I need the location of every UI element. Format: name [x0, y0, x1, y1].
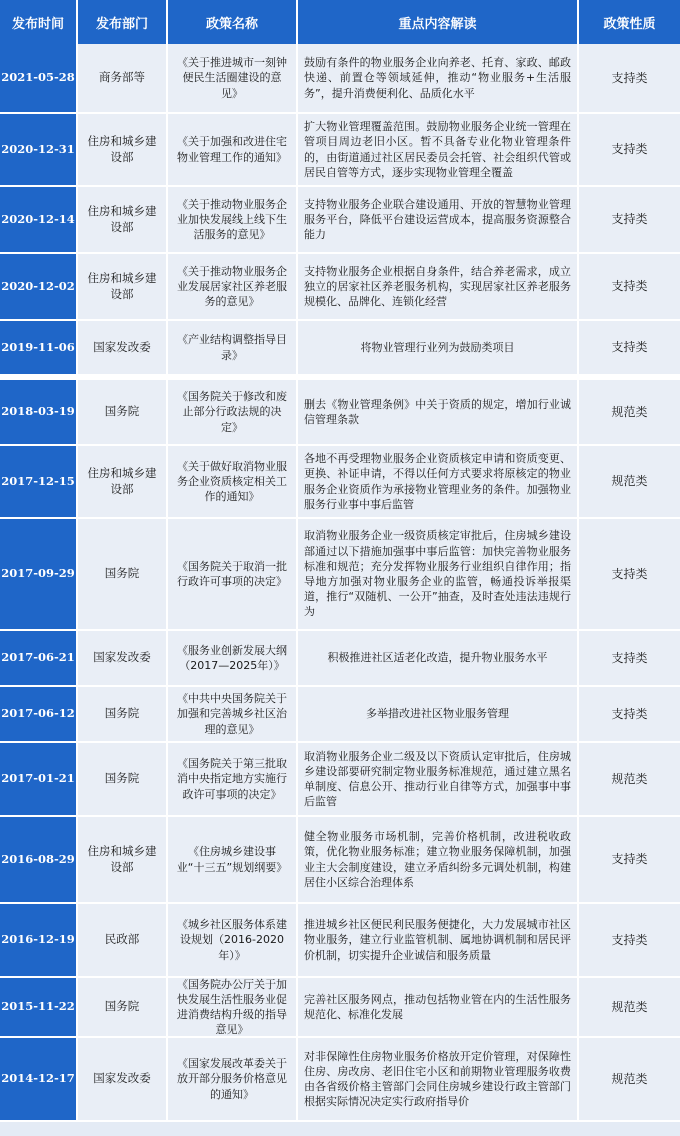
row-dept: 民政部 — [78, 904, 168, 976]
row-content: 健全物业服务市场机制，完善价格机制，改进税收政策，优化物业服务标准；建立物业服务保障机制，加强业主大会制度建设，建立矛盾纠纷多元调处机制，构建居住小区综合治理体系 — [298, 817, 579, 902]
header-name: 政策名称 — [168, 0, 298, 44]
table-row — [0, 321, 680, 376]
row-content: 将物业管理行业列为鼓励类项目 — [298, 321, 579, 374]
row-dept: 住房和城乡建设部 — [78, 187, 168, 252]
table-row — [0, 44, 680, 114]
row-policy-name: 《中共中央国务院关于加强和完善城乡社区治理的意见》 — [168, 687, 298, 741]
row-date: 2018-03-19 — [0, 380, 78, 444]
row-content: 鼓励有条件的物业服务企业向养老、托育、家政、邮政快递、前置仓等领域延伸，推动“物业服务+生活服务”，提升消费便利化、品质化水平 — [298, 44, 579, 112]
row-date: 2017-01-21 — [0, 743, 78, 815]
row-policy-name: 《国务院办公厅关于加快发展生活性服务业促进消费结构升级的指导意见》 — [168, 978, 298, 1036]
row-nature: 支持类 — [611, 706, 648, 721]
table-row — [0, 519, 680, 631]
row-policy-name: 《国务院关于取消一批行政许可事项的决定》 — [168, 519, 298, 629]
row-dept: 国务院 — [78, 743, 168, 815]
row-nature: 支持类 — [611, 212, 648, 227]
row-policy-name: 《关于推动物业服务企业发展居家社区养老服务的意见》 — [168, 254, 298, 319]
row-nature: 支持类 — [611, 142, 648, 157]
row-policy-name: 《国务院关于第三批取消中央指定地方实施行政许可事项的决定》 — [168, 743, 298, 815]
row-policy-name: 《服务业创新发展大纲（2017—2025年）》 — [168, 631, 298, 685]
row-content: 取消物业服务企业二级及以下资质认定审批后，住房城乡建设部要研究制定物业服务标准规范，通过建立黑名单制度、信息公开、推动行业自律等方式，加强事中事后监管 — [298, 743, 579, 815]
row-dept: 国家发改委 — [78, 631, 168, 685]
row-policy-name: 《城乡社区服务体系建设规划（2016-2020年）》 — [168, 904, 298, 976]
header-date: 发布时间 — [0, 0, 78, 44]
row-date: 2019-11-06 — [0, 321, 78, 374]
row-nature: 支持类 — [611, 279, 648, 294]
row-dept: 商务部等 — [78, 44, 168, 112]
row-nature: 规范类 — [611, 1071, 648, 1086]
table-header — [0, 0, 680, 44]
row-date: 2017-09-29 — [0, 519, 78, 629]
row-policy-name: 《住房城乡建设事业“十三五”规划纲要》 — [168, 817, 298, 902]
row-policy-name: 《关于推进城市一刻钟便民生活圈建设的意见》 — [168, 44, 298, 112]
row-content: 支持物业服务企业根据自身条件，结合养老需求，成立独立的居家社区养老服务机构，实现居家社区养老服务规模化、品牌化、连锁化经营 — [298, 254, 579, 319]
table-row — [0, 687, 680, 743]
table-row — [0, 631, 680, 687]
row-nature: 规范类 — [611, 474, 648, 489]
row-policy-name: 《关于推动物业服务企业加快发展线上线下生活服务的意见》 — [168, 187, 298, 252]
row-nature: 规范类 — [611, 999, 648, 1014]
row-content: 支持物业服务企业联合建设通用、开放的智慧物业管理服务平台，降低平台建设运营成本，提高服务资源整合能力 — [298, 187, 579, 252]
row-date: 2017-06-12 — [0, 687, 78, 741]
header-dept: 发布部门 — [78, 0, 168, 44]
row-content: 删去《物业管理条例》中关于资质的规定，增加行业诚信管理条款 — [298, 380, 579, 444]
table-row — [0, 187, 680, 254]
table-row — [0, 380, 680, 446]
row-nature: 支持类 — [611, 852, 648, 867]
row-date: 2017-06-21 — [0, 631, 78, 685]
row-nature: 支持类 — [611, 566, 648, 581]
row-date: 2017-12-15 — [0, 446, 78, 517]
row-content: 各地不再受理物业服务企业资质核定申请和资质变更、更换、补证申请，不得以任何方式要求将原核定的物业服务企业资质作为承接物业管理业务的条件。加强物业服务行业事中事后监管 — [298, 446, 579, 517]
table-row — [0, 904, 680, 978]
row-dept: 住房和城乡建设部 — [78, 446, 168, 517]
row-dept: 国务院 — [78, 978, 168, 1036]
row-date: 2016-08-29 — [0, 817, 78, 902]
header-nature: 政策性质 — [603, 16, 656, 32]
row-date: 2020-12-02 — [0, 254, 78, 319]
table-row — [0, 254, 680, 321]
row-nature: 规范类 — [611, 771, 648, 786]
row-date: 2016-12-19 — [0, 904, 78, 976]
row-dept: 国家发改委 — [78, 321, 168, 374]
row-dept: 住房和城乡建设部 — [78, 114, 168, 185]
table-row — [0, 114, 680, 187]
row-content: 取消物业服务企业一级资质核定审批后，住房城乡建设部通过以下措施加强事中事后监管：加快完善物业服务标准和规范；充分发挥物业服务行业组织自律作用；指导地方加强对物业服务企业的监管，畅通投诉举报渠道，推行“双随机、一公开”抽查，及时查处违法违规行为 — [298, 519, 579, 629]
row-policy-name: 《国务院关于修改和废止部分行政法规的决定》 — [168, 380, 298, 444]
row-content: 对非保障性住房物业服务价格放开定价管理，对保障性住房、房改房、老旧住宅小区和前期物业管理服务收费由各省级价格主管部门会同住房城乡建设行政主管部门根据实际情况决定实行政府指导价 — [298, 1038, 579, 1120]
row-dept: 住房和城乡建设部 — [78, 254, 168, 319]
row-date: 2020-12-31 — [0, 114, 78, 185]
row-content: 多举措改进社区物业服务管理 — [298, 687, 579, 741]
row-policy-name: 《产业结构调整指导目录》 — [168, 321, 298, 374]
row-nature: 支持类 — [611, 650, 648, 665]
table-row — [0, 446, 680, 519]
row-policy-name: 《国家发展改革委关于放开部分服务价格意见的通知》 — [168, 1038, 298, 1120]
row-dept: 国务院 — [78, 380, 168, 444]
table-row — [0, 1038, 680, 1122]
row-content: 完善社区服务网点，推动包括物业管在内的生活性服务规范化、标准化发展 — [298, 978, 579, 1036]
table-row — [0, 743, 680, 817]
row-content: 推进城乡社区便民利民服务便捷化，大力发展城市社区物业服务，建立行业监管机制、属地协调机制和居民评价机制，切实提升企业诚信和服务质量 — [298, 904, 579, 976]
header-content: 重点内容解读 — [298, 0, 579, 44]
row-dept: 住房和城乡建设部 — [78, 817, 168, 902]
row-date: 2020-12-14 — [0, 187, 78, 252]
table-row — [0, 817, 680, 904]
row-nature: 支持类 — [611, 932, 648, 947]
row-dept: 国务院 — [78, 687, 168, 741]
table-row — [0, 978, 680, 1038]
row-date: 2014-12-17 — [0, 1038, 78, 1120]
row-dept: 国务院 — [78, 519, 168, 629]
row-nature: 支持类 — [611, 340, 648, 355]
row-date: 2015-11-22 — [0, 978, 78, 1036]
row-date: 2021-05-28 — [0, 44, 78, 112]
row-content: 扩大物业管理覆盖范围。鼓励物业服务企业统一管理在管项目周边老旧小区。暂不具备专业化物业管理条件的，由街道通过社区居民委员会托管、社会组织代管或居民自管等方式，逐步实现物业管理全覆盖 — [298, 114, 579, 185]
row-nature: 规范类 — [611, 404, 648, 419]
row-policy-name: 《关于加强和改进住宅物业管理工作的通知》 — [168, 114, 298, 185]
row-nature: 支持类 — [611, 70, 648, 85]
row-dept: 国家发改委 — [78, 1038, 168, 1120]
row-content: 积极推进社区适老化改造，提升物业服务水平 — [298, 631, 579, 685]
row-policy-name: 《关于做好取消物业服务企业资质核定相关工作的通知》 — [168, 446, 298, 517]
table-body — [0, 44, 680, 1122]
